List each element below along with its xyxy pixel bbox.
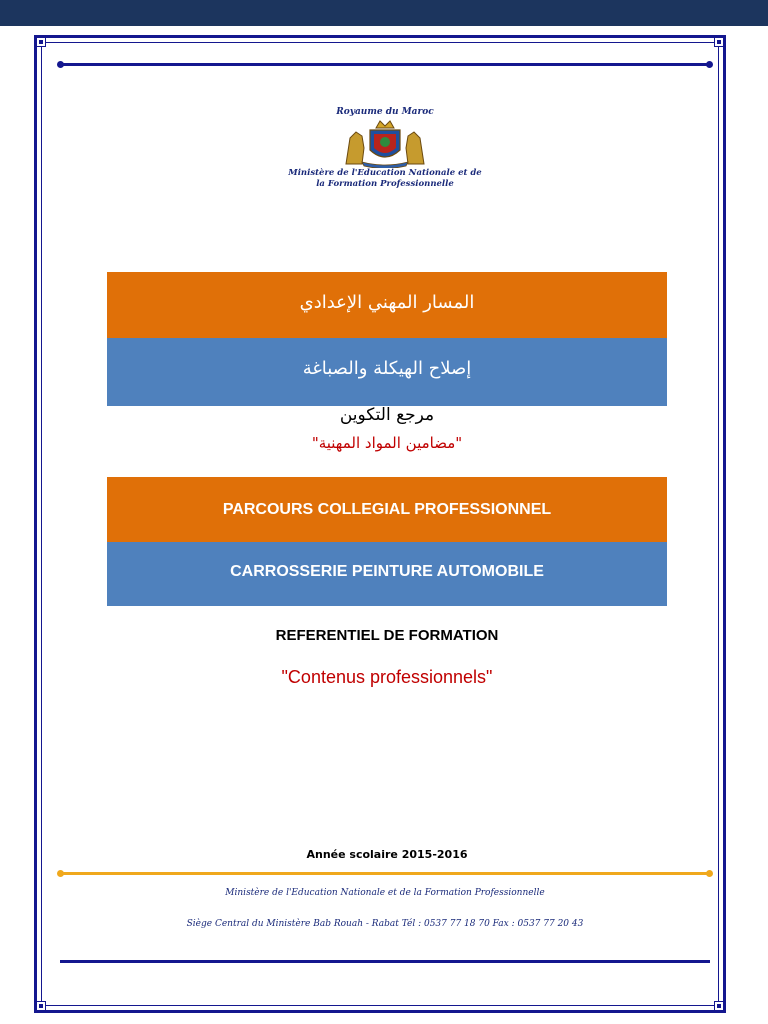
french-track-banner xyxy=(107,477,667,542)
footer-gold-rule xyxy=(60,872,710,875)
document-page xyxy=(0,26,768,1024)
arabic-contents-text: "مضامين المواد المهنية" xyxy=(311,434,463,452)
arabic-reference-text: مرجع التكوين xyxy=(339,405,435,425)
arabic-contents-subtitle xyxy=(107,430,667,456)
royal-coat-of-arms-icon xyxy=(340,118,430,168)
top-band xyxy=(0,0,768,26)
referentiel-text: REFERENTIEL DE FORMATION xyxy=(275,627,499,644)
french-specialty-banner xyxy=(107,542,667,606)
arabic-track-title: المسار المهني الإعدادي xyxy=(299,292,475,313)
french-specialty-title: CARROSSERIE PEINTURE AUTOMOBILE xyxy=(230,563,544,580)
kingdom-label: Royaume du Maroc xyxy=(336,107,434,117)
footer-ministry xyxy=(60,888,710,898)
frame-corner-top-right xyxy=(714,37,724,47)
footer-address xyxy=(60,919,710,929)
referentiel-title xyxy=(107,624,667,648)
contenus-subtitle xyxy=(107,663,667,691)
header-crest-block xyxy=(250,106,520,196)
french-track-title: PARCOURS COLLEGIAL PROFESSIONNEL xyxy=(222,501,552,518)
arabic-reference-title xyxy=(107,402,667,428)
footer-address-text: Siège Central du Ministère Bab Rouah - Rabat Tél : 0537 77 18 70 Fax : 0537 77 20 43 xyxy=(186,919,584,929)
bottom-rule xyxy=(60,960,710,963)
arabic-specialty-banner xyxy=(107,338,667,406)
top-rule xyxy=(60,63,710,66)
school-year-text: Année scolaire 2015-2016 xyxy=(306,848,468,861)
ministry-line-2: la Formation Professionnelle xyxy=(316,179,454,189)
arabic-track-banner xyxy=(107,272,667,338)
footer-ministry-text: Ministère de l'Education Nationale et de la Formation Professionnelle xyxy=(225,888,545,898)
frame-corner-top-left xyxy=(36,37,46,47)
contenus-text: "Contenus professionnels" xyxy=(281,667,493,687)
school-year xyxy=(107,846,667,864)
frame-corner-bottom-right xyxy=(714,1001,724,1011)
frame-corner-bottom-left xyxy=(36,1001,46,1011)
ministry-line-1: Ministère de l'Education Nationale et de xyxy=(288,168,482,178)
arabic-specialty-title: إصلاح الهيكلة والصباغة xyxy=(302,358,472,379)
